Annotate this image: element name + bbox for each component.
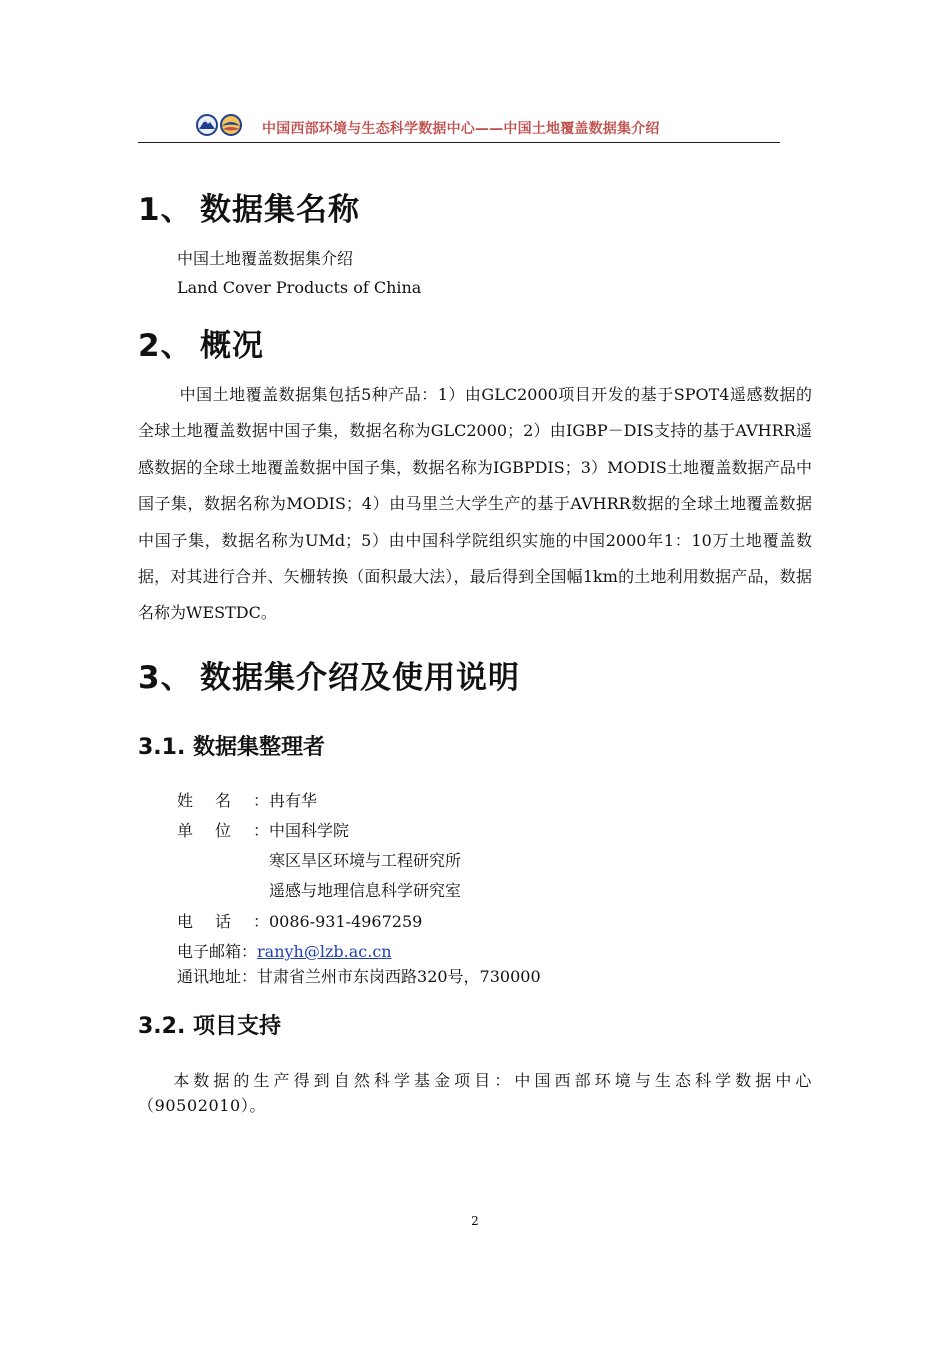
contact-name-value: 冉有华 <box>269 791 318 810</box>
subsection-3-1-heading: 3.1. 数据集整理者 <box>138 735 325 760</box>
section-3-heading <box>138 652 520 697</box>
contact-address-value: 甘肃省兰州市东岗西路320号，730000 <box>257 967 541 986</box>
section-1-title: 数据集名称 <box>200 192 360 228</box>
subsection-3-2-heading: 3.2. 项目支持 <box>138 1014 281 1039</box>
contact-email-row <box>177 942 392 962</box>
contact-phone-value: 0086-931-4967259 <box>269 912 423 931</box>
contact-phone-row <box>177 912 422 932</box>
section-1-heading <box>138 184 360 229</box>
contact-email-link[interactable]: ranyh@lzb.ac.cn <box>257 942 392 961</box>
contact-name-label: 姓名： <box>177 791 269 810</box>
contact-name-row <box>177 791 317 811</box>
contact-address-label: 通讯地址： <box>177 967 258 986</box>
contact-unit-label: 单位： <box>177 821 269 840</box>
globe-logo-icon <box>221 115 241 135</box>
contact-address-row <box>177 967 541 987</box>
header-title: 中国西部环境与生态科学数据中心——中国土地覆盖数据集介绍 <box>262 121 660 137</box>
section-2-number: 2、 <box>138 328 193 364</box>
section-3-number: 3、 <box>138 660 193 696</box>
page-number: 2 <box>471 1214 479 1228</box>
dataset-name-cn: 中国土地覆盖数据集介绍 <box>177 249 354 268</box>
header-logo <box>196 114 244 136</box>
section-1-number: 1、 <box>138 192 193 228</box>
contact-unit-row <box>177 821 349 841</box>
contact-unit-line-3: 遥感与地理信息科学研究室 <box>269 881 462 900</box>
section-2-title: 概况 <box>200 328 264 364</box>
contact-unit-line-1: 中国科学院 <box>269 821 350 840</box>
dataset-name-en: Land Cover Products of China <box>177 278 422 297</box>
section-3-title: 数据集介绍及使用说明 <box>200 660 520 696</box>
contact-unit-line-2: 寒区旱区环境与工程研究所 <box>269 851 462 870</box>
page-header <box>138 112 780 143</box>
section-2-heading <box>138 320 264 365</box>
project-support-paragraph: 本数据的生产得到自然科学基金项目：中国西部环境与生态科学数据中心（90502010）。 <box>138 1071 812 1115</box>
mountain-logo-icon <box>196 114 244 136</box>
contact-email-label: 电子邮箱： <box>177 942 258 961</box>
overview-paragraph: 中国土地覆盖数据集包括5种产品：1）由GLC2000项目开发的基于SPOT4遥感数据的全球土地覆盖数据中国子集，数据名称为GLC2000；2）由IGBP－DIS支持的基于AVHRR遥感数据的全球土地覆盖数据中国子集，数据名称为IGBPDIS；3）MODIS土地覆盖数据产品中国子集，数据名称为MODIS；4）由马里兰大学生产的基于AVHRR数据的全球土地覆盖数据中国子集，数据名称为UMd；5）由中国科学院组织实施的中国2000年1：10万土地覆盖数据，对其进行合并、矢栅转换（面积最大法），最后得到全国幅1km的土地利用数据产品，数据名称为WESTDC。 <box>138 385 812 623</box>
contact-phone-label: 电话： <box>177 912 269 931</box>
